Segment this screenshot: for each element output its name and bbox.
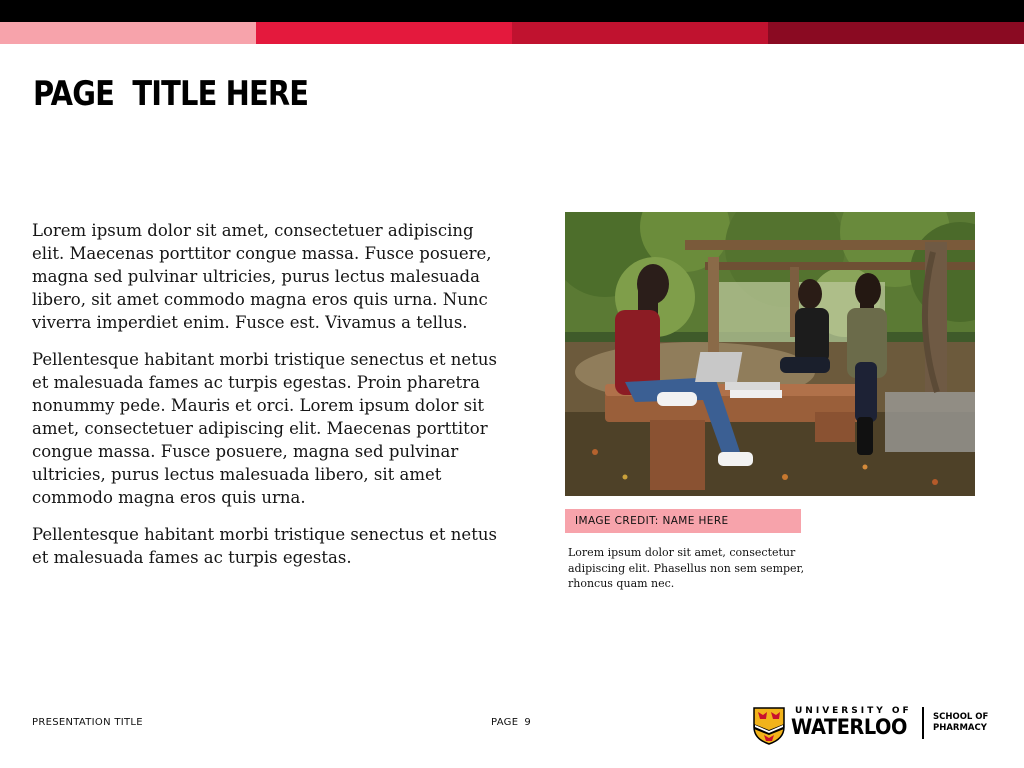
top-black-bar — [0, 0, 1024, 22]
image-caption: Lorem ipsum dolor sit amet, consectetur adipiscing elit. Phasellus non sem semper, rhoncus quam nec. — [568, 546, 805, 590]
page-number: 9 — [524, 717, 531, 728]
image-credit: IMAGE CREDIT: NAME HERE — [565, 509, 801, 533]
body-paragraph-3: Pellentesque habitant morbi tristique senectus et netus et malesuada fames ac turpis egestas. — [32, 525, 497, 567]
university-logo — [753, 705, 998, 747]
color-stripe-red — [256, 22, 512, 44]
body-paragraph-2: Pellentesque habitant morbi tristique senectus et netus et malesuada fames ac turpis egestas. Proin pharetra nonummy pede. Mauris et orci. Lorem ipsum dolor sit amet, consectetuer adipiscing elit. Maecenas porttitor congue massa. Fusce posuere, magna sed pulvinar ultricies, purus lectus malesuada libero, sit amet commodo magna eros quis urna. — [32, 350, 497, 507]
color-stripe-crimson — [512, 22, 768, 44]
logo-school-name — [933, 712, 988, 734]
page-title: PAGE TITLE HERE — [33, 74, 309, 114]
logo-school-line-1: SCHOOL OF — [933, 712, 989, 722]
logo-divider — [922, 707, 924, 739]
crest-icon — [753, 707, 785, 745]
body-text — [32, 219, 502, 583]
color-stripe-maroon — [768, 22, 1024, 44]
footer-presentation-title: PRESENTATION TITLE — [32, 717, 143, 728]
body-paragraph-1: Lorem ipsum dolor sit amet, consectetuer adipiscing elit. Maecenas porttitor congue massa. Fusce posuere, magna sed pulvinar ultricies, purus lectus malesuada libero, sit amet commodo magna eros quis urna. Nunc viverra imperdiet enim. Fusce est. Vivamus a tellus. — [32, 221, 492, 332]
logo-university-of: UNIVERSITY OF — [795, 706, 912, 716]
campus-photo — [565, 212, 975, 496]
logo-waterloo: WATERLOO — [791, 715, 907, 739]
color-stripe-pink — [0, 22, 256, 44]
logo-school-line-2: PHARMACY — [933, 723, 987, 733]
page-label: PAGE — [491, 717, 519, 728]
footer-page-number — [491, 717, 531, 728]
